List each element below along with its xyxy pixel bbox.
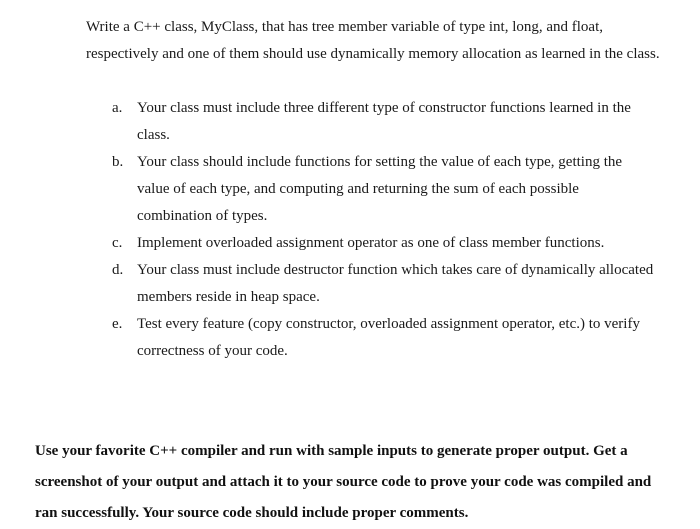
list-item [112, 257, 657, 311]
list-item-text: Your class must include three different type of constructor functions learned in the class. [137, 100, 631, 143]
requirements-list [112, 95, 657, 365]
list-item-text: Your class should include functions for setting the value of each type, getting the value of each type, and computing and returning the sum of each possible combination of types. [137, 154, 623, 224]
list-marker: c. [112, 235, 123, 251]
list-item [112, 230, 657, 257]
list-item-text: Implement overloaded assignment operator as one of class member functions. [137, 235, 605, 251]
list-item-text: Your class must include destructor function which takes care of dynamically allocated members reside in heap space. [137, 262, 654, 305]
list-item-text: Test every feature (copy constructor, overloaded assignment operator, etc.) to verify correctness of your code. [137, 316, 640, 359]
list-marker: d. [112, 262, 124, 278]
list-item [112, 311, 657, 365]
list-marker: b. [112, 154, 124, 170]
list-marker: a. [112, 100, 123, 116]
list-item [112, 149, 657, 230]
submission-instructions: Use your favorite C++ compiler and run with sample inputs to generate proper output. Get a screenshot of your output and attach it to your source code to prove your code was compiled and ran successfully. Your source code should include proper comments. [35, 443, 652, 521]
list-item [112, 95, 657, 149]
list-marker: e. [112, 316, 123, 332]
assignment-intro: Write a C++ class, MyClass, that has tree member variable of type int, long, and float, respectively and one of them should use dynamically memory allocation as learned in the class. [86, 19, 660, 62]
